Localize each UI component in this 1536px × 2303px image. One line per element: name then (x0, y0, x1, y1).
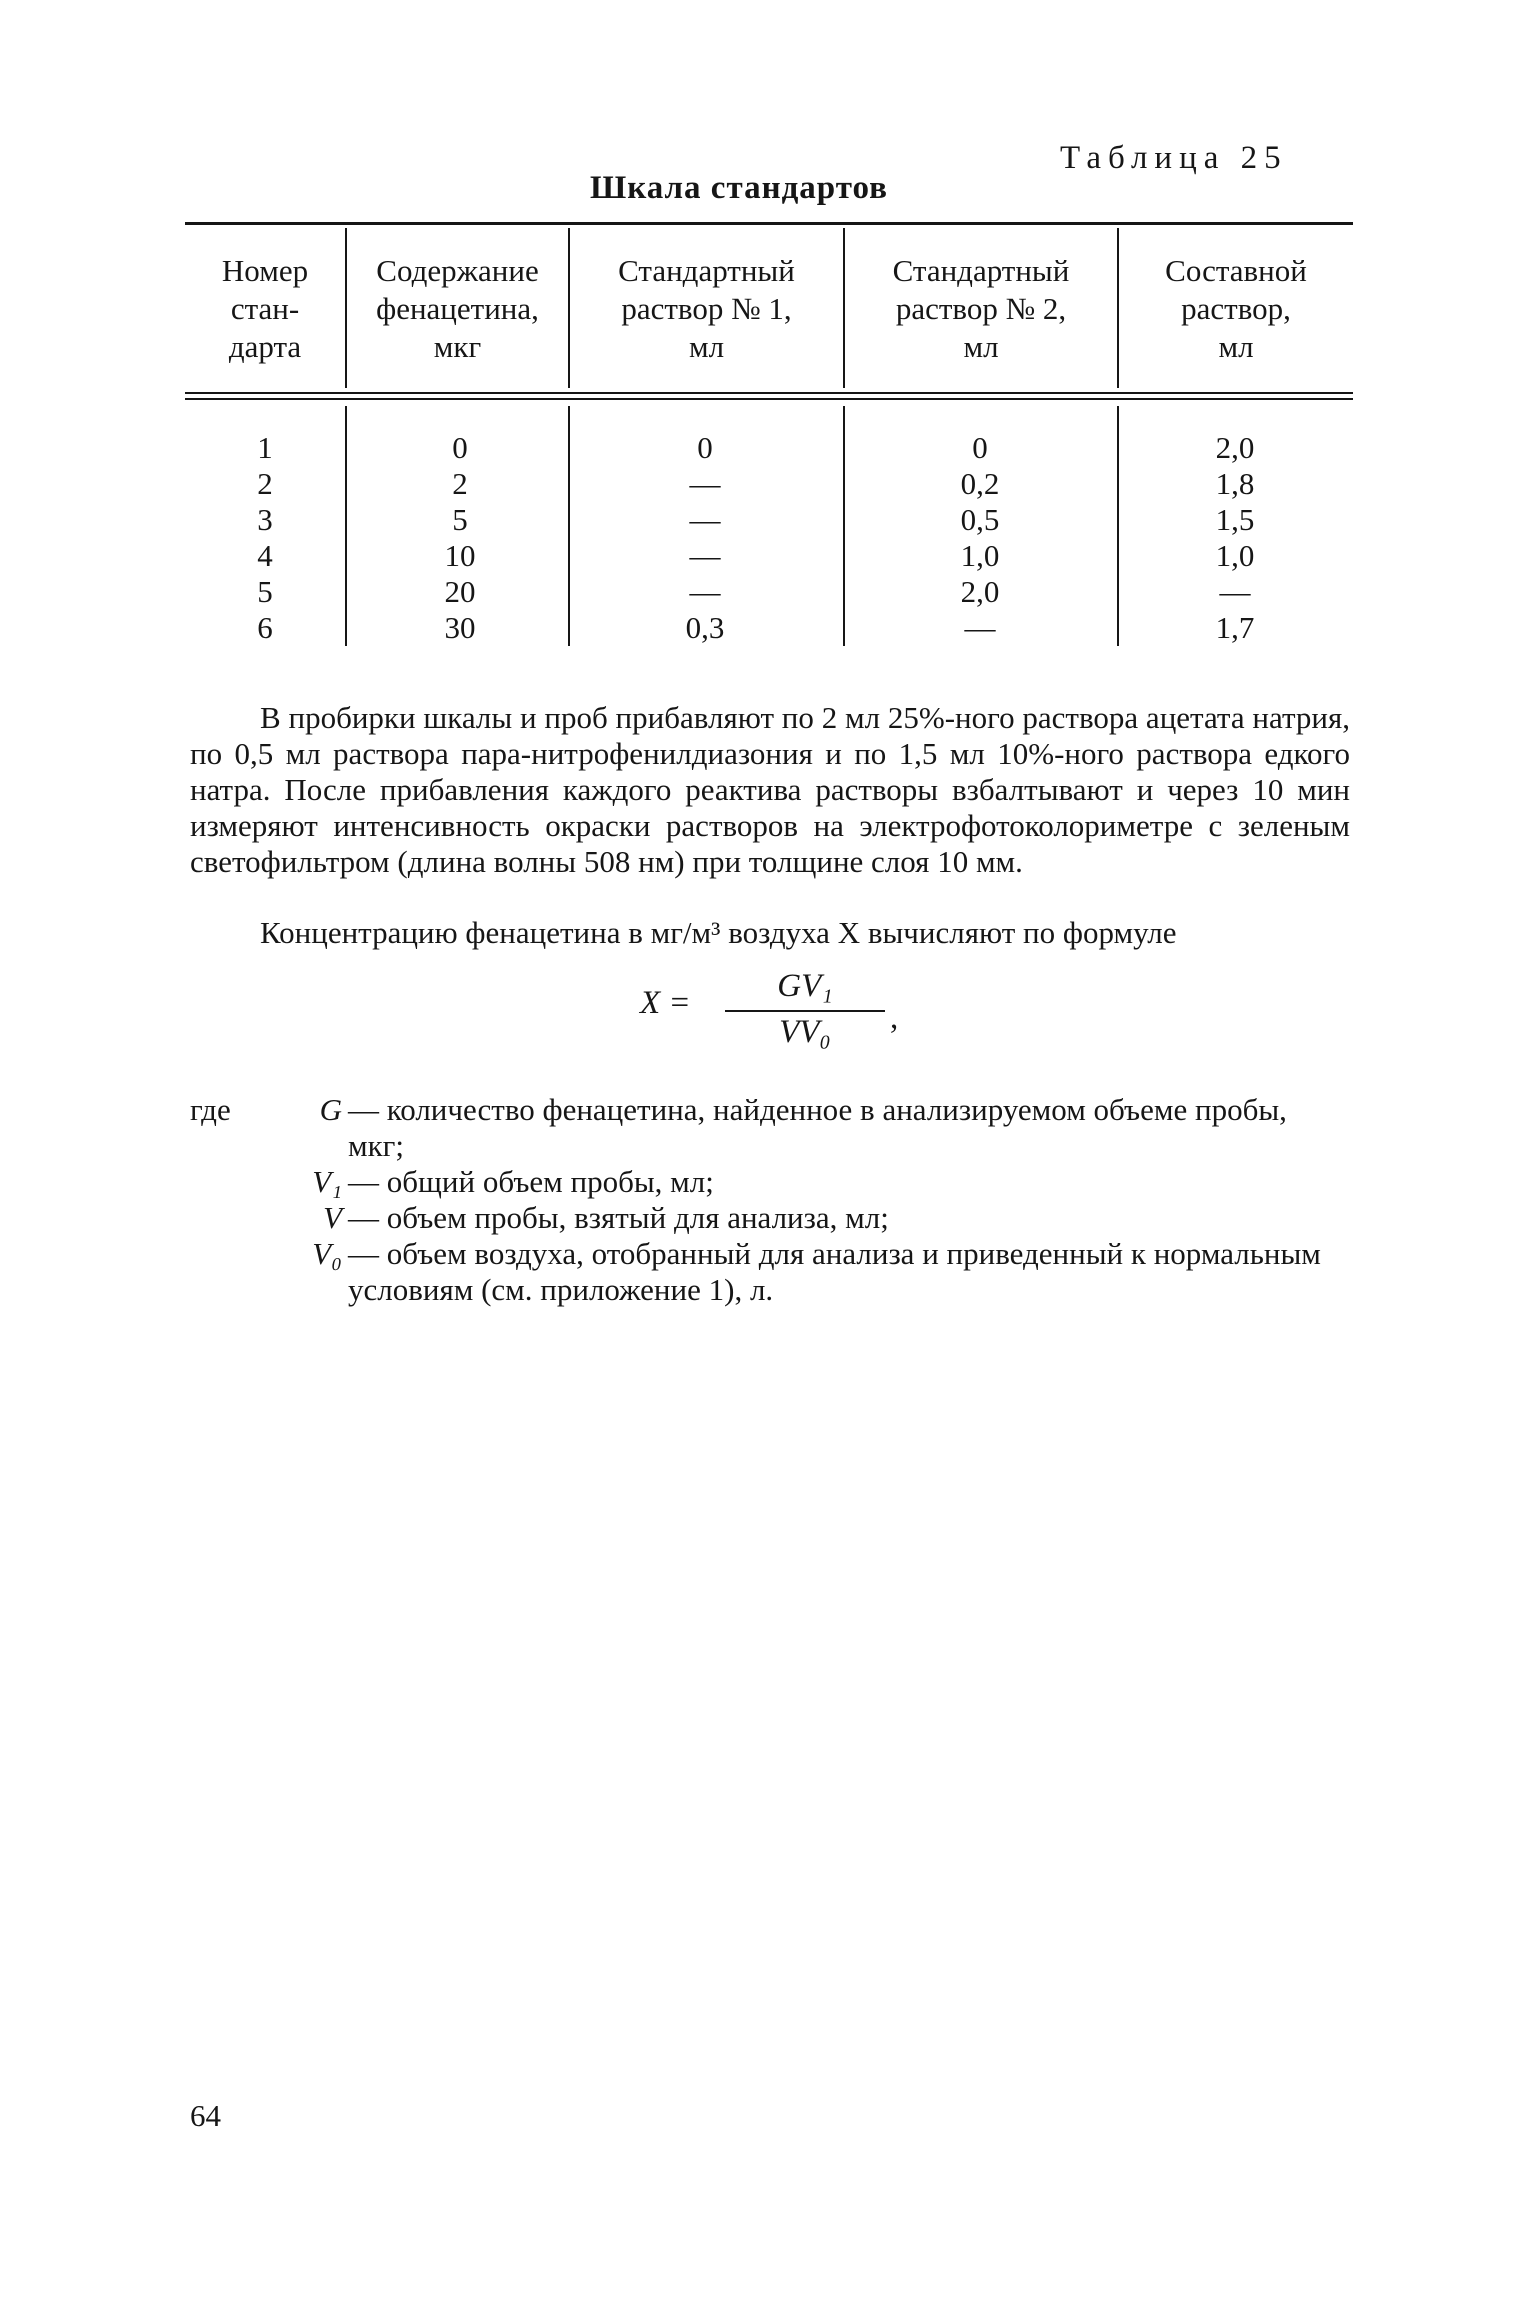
table-cell: 4 (257, 538, 273, 573)
header-standard-solution-1 (570, 252, 843, 366)
table-cell: 5 (257, 574, 273, 609)
header-line: Составной (1165, 253, 1307, 288)
legend-text: — объем пробы, взятый для анализа, мл; (348, 1200, 889, 1235)
legend-row (190, 1092, 1350, 1164)
table-cell: 1,7 (1215, 610, 1255, 645)
column-standard-solution-2 (930, 430, 1030, 646)
table-cell: 1,0 (1215, 538, 1255, 573)
table-cell: 1 (257, 430, 273, 465)
page-number: 64 (190, 2098, 221, 2133)
header-line: мл (688, 329, 725, 364)
header-line: раствор № 2, (895, 291, 1067, 326)
legend-symbol: V₀ (312, 1236, 342, 1271)
table-cell: 6 (257, 610, 273, 645)
table-header-rule-2 (185, 398, 1353, 400)
table-cell: 5 (452, 502, 468, 537)
legend-symbol: V (323, 1200, 342, 1235)
legend-symbol: G (319, 1092, 342, 1127)
table-title: Шкала стандартов (590, 170, 888, 206)
table-cell: 1,0 (960, 538, 1000, 573)
legend-row (190, 1236, 1350, 1308)
table-label: Таблица 25 (1060, 140, 1288, 176)
table-cell: — (964, 610, 996, 645)
paragraph-text: В пробирки шкалы и проб прибавляют по 2 мл 25%-ного раствора ацетата натрия, по 0,5 мл раствора пара-нитрофенилдиазония и по 1,5 мл 10%-ного раствора едкого натра. После прибавления каждого реактива растворы взбалтывают и через 10 мин измеряют интенсивность окраски растворов на электрофотоколориметре с зеленым светофильтром (длина волны 508 нм) при толщине слоя 10 мм. (190, 700, 1350, 879)
paragraph-text: Концентрацию фенацетина в мг/м³ воздуха X вычисляют по формуле (260, 915, 1177, 950)
table-cell: 2,0 (1215, 430, 1255, 465)
table-cell: — (1219, 574, 1251, 609)
column-standard-solution-1 (655, 430, 755, 646)
header-line: фенацетина, (376, 291, 539, 326)
table-cell: 1,8 (1215, 466, 1255, 501)
header-line: Содержание (376, 253, 539, 288)
table-cell: 2,0 (960, 574, 1000, 609)
legend-symbol: V₁ (312, 1164, 342, 1199)
header-composite-solution (1119, 252, 1353, 366)
column-composite-solution (1185, 430, 1285, 646)
table-cell: 30 (444, 610, 476, 645)
header-line: Номер (221, 253, 309, 288)
header-line: Стандартный (892, 253, 1070, 288)
table-cell: 0,5 (960, 502, 1000, 537)
formula-denominator: VV₀ (779, 1014, 831, 1050)
body-divider-2 (568, 406, 570, 646)
paragraph-procedure (190, 700, 1350, 880)
table-cell: 10 (444, 538, 476, 573)
formula-lhs: X = (640, 985, 691, 1021)
table-cell: — (689, 502, 721, 537)
table-cell: 0 (452, 430, 468, 465)
body-divider-1 (345, 406, 347, 646)
table-cell: 20 (444, 574, 476, 609)
table-header-rule (185, 392, 1353, 394)
legend-intro: где (190, 1092, 231, 1127)
header-line: дарта (228, 329, 302, 364)
fraction-bar (725, 1010, 885, 1012)
table-cell: 2 (452, 466, 468, 501)
legend-text: — общий объем пробы, мл; (348, 1164, 714, 1199)
table-cell: 0,2 (960, 466, 1000, 501)
formula-comma: , (890, 1000, 899, 1036)
legend-text: — объем воздуха, отобранный для анализа и приведенный к нормальным условиям (см. приложение 1), л. (348, 1236, 1321, 1307)
variable-legend (190, 1092, 1350, 1308)
legend-text: — количество фенацетина, найденное в анализируемом объеме пробы, мкг; (348, 1092, 1287, 1163)
column-standard-number (225, 430, 305, 646)
table-cell: 1,5 (1215, 502, 1255, 537)
header-line: мкг (433, 329, 482, 364)
table-cell: 2 (257, 466, 273, 501)
table-cell: — (689, 466, 721, 501)
paragraph-concentration (190, 915, 1350, 951)
table-cell: 3 (257, 502, 273, 537)
header-line: стан- (230, 291, 300, 326)
header-line: мл (963, 329, 999, 364)
body-divider-3 (843, 406, 845, 646)
legend-row (190, 1164, 1350, 1200)
table-cell: 0 (697, 430, 713, 465)
header-standard-number (185, 252, 345, 366)
header-phenacetin-content (347, 252, 568, 366)
table-cell: 0 (972, 430, 988, 465)
header-standard-solution-2 (845, 252, 1117, 366)
table-cell: — (689, 574, 721, 609)
header-line: раствор № 1, (621, 291, 792, 326)
table-cell: — (689, 538, 721, 573)
legend-row (190, 1200, 1350, 1236)
formula-fraction (725, 968, 885, 1054)
header-line: мл (1218, 329, 1254, 364)
body-divider-4 (1117, 406, 1119, 646)
table-cell: 0,3 (685, 610, 725, 645)
column-phenacetin-content (410, 430, 510, 646)
table-top-rule (185, 222, 1353, 225)
header-line: Стандартный (618, 253, 795, 288)
header-line: раствор, (1181, 291, 1291, 326)
formula-numerator: GV₁ (777, 968, 833, 1004)
